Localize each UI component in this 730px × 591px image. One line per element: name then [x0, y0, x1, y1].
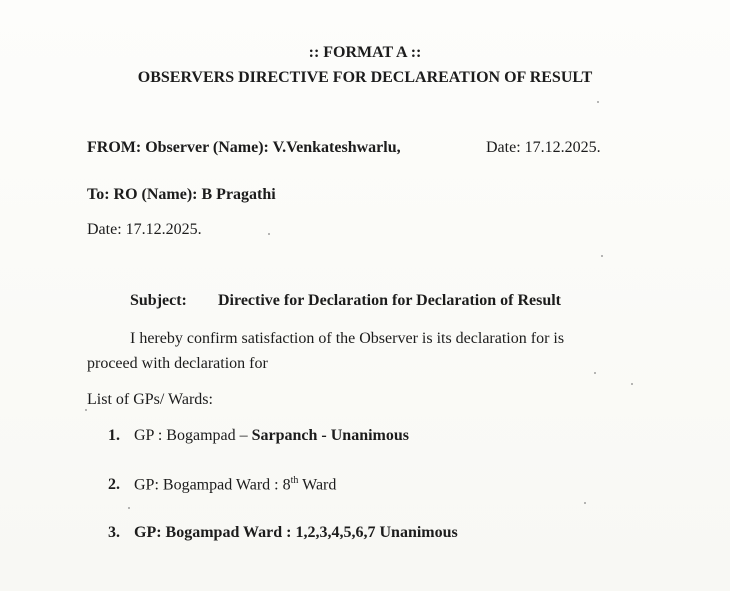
list-heading: List of GPs/ Wards: [87, 391, 213, 408]
from-line [87, 139, 401, 157]
to-line: To: RO (Name): B Pragathi [87, 186, 276, 203]
scan-speck [584, 502, 586, 504]
from-date: Date: 17.12.2025. [486, 139, 601, 156]
list-item-text: GP: Bogampad Ward : 1,2,3,4,5,6,7 Unanimous [134, 524, 458, 541]
subject-text: Directive for Declaration for Declaration of Result [218, 292, 562, 309]
scan-speck [268, 233, 270, 235]
body-line-2: proceed with declaration for [87, 355, 268, 372]
scan-speck [85, 409, 87, 411]
list-item-number: 2. [108, 476, 120, 494]
document-heading: OBSERVERS DIRECTIVE FOR DECLAREATION OF RESULT [137, 69, 593, 86]
from-label: FROM: Observer (Name): [87, 139, 269, 156]
scan-speck [631, 383, 633, 385]
format-title: :: FORMAT A :: [308, 44, 422, 61]
scan-speck [597, 101, 599, 103]
list-item [108, 475, 336, 494]
list-item-number: 1. [108, 427, 120, 444]
scan-speck [601, 255, 603, 257]
list-item [108, 524, 458, 542]
ordinal-suffix: th [290, 475, 299, 486]
list-item-status: Sarpanch - Unanimous [251, 427, 409, 444]
list-item-gp: GP: Bogampad Ward : 8 [134, 476, 291, 494]
scan-speck [594, 372, 596, 374]
scan-speck [128, 507, 130, 509]
list-item-gp: GP : Bogampad – [134, 427, 248, 444]
subject-label: Subject: [130, 292, 187, 309]
body-line-1: I hereby confirm satisfaction of the Observer is its declaration for is [130, 330, 565, 347]
list-item [108, 427, 409, 445]
list-item-number: 3. [108, 524, 120, 541]
to-date: Date: 17.12.2025. [87, 221, 202, 238]
observer-name: V.Venkateshwarlu, [272, 139, 401, 156]
list-item-rest: Ward [298, 476, 337, 494]
